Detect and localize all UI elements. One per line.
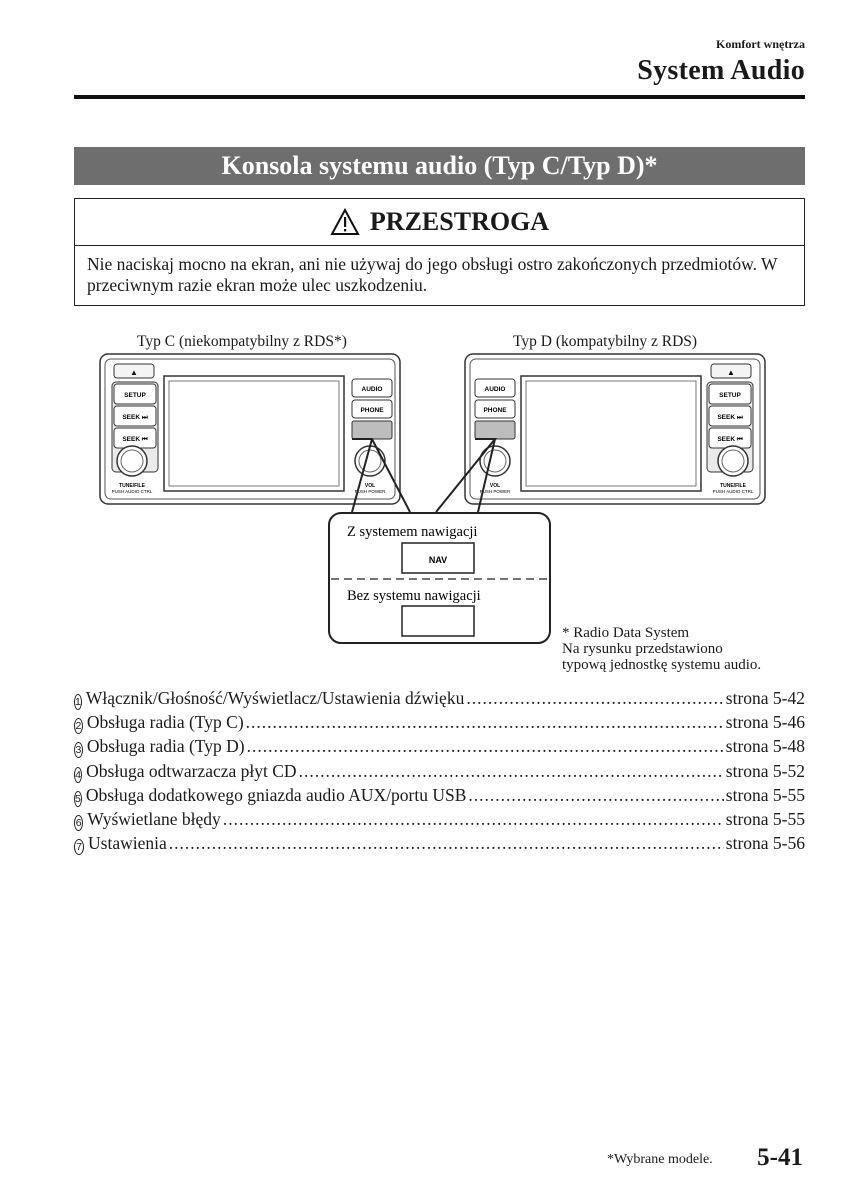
nav-slot[interactable]: [475, 421, 515, 439]
toc-list: [74, 688, 805, 857]
toc-row[interactable]: [74, 761, 805, 785]
power-label: PUSH POWER: [479, 489, 511, 494]
audio-button-label: AUDIO: [484, 386, 506, 393]
seek-back-label: SEEK ⏮: [717, 436, 743, 443]
footnote-line-3: typową jednostkę systemu audio.: [562, 657, 762, 673]
page-number: 5-41: [757, 1144, 803, 1171]
eject-button-label: ▲: [727, 368, 735, 377]
toc-label: Obsługa dodatkowego gniazda audio AUX/portu USB: [85, 784, 467, 805]
toc-page: strona 5-55: [725, 784, 805, 805]
header-rule: [74, 95, 805, 99]
toc-row[interactable]: [74, 688, 805, 712]
toc-row[interactable]: [74, 785, 805, 809]
footer-note: *Wybrane modele.: [607, 1152, 713, 1167]
toc-dots: [468, 785, 723, 806]
toc-row[interactable]: [74, 809, 805, 833]
display-screen[interactable]: [521, 376, 701, 491]
toc-page: strona 5-56: [725, 833, 805, 854]
type-d-label: Typ D (kompatybilny z RDS): [513, 333, 698, 350]
caution-title: PRZESTROGA: [369, 207, 550, 236]
toc-page: strona 5-52: [725, 760, 805, 781]
nav-button-label: NAV: [428, 555, 448, 565]
caution-text: Nie naciskaj mocno na ekran, ani nie używaj do jego obsługi ostro zakończonych przedmiotów. W przeciwnym razie ekran może ulec uszkodzeniu.: [87, 254, 778, 295]
toc-number: 4: [75, 768, 81, 781]
header-section: Komfort wnętrza: [716, 37, 805, 51]
toc-number: 6: [75, 816, 82, 829]
with-nav-label: Z systemem nawigacji: [347, 524, 478, 540]
tune-file-label: TUNE/FILE: [119, 483, 145, 489]
section-banner: Konsola systemu audio (Typ C/Typ D)*: [74, 147, 805, 185]
toc-label: Włącznik/Głośność/Wyświetlacz/Ustawienia dźwięku: [85, 688, 465, 708]
footnote-line-1: * Radio Data System: [562, 625, 690, 641]
setup-button-label: SETUP: [124, 392, 146, 399]
toc-page: strona 5-42: [725, 688, 805, 708]
tune-file-label: TUNE/FILE: [720, 483, 746, 489]
toc-row[interactable]: [74, 712, 805, 736]
seek-forward-label: SEEK ⏭: [122, 414, 148, 421]
toc-dots: [247, 736, 724, 757]
nav-callout-box: [329, 513, 550, 643]
seek-forward-label: SEEK ⏭: [717, 414, 743, 421]
toc-number: 2: [75, 720, 82, 733]
toc-dots: [223, 809, 724, 830]
setup-button-label: SETUP: [719, 392, 741, 399]
phone-button-label: PHONE: [360, 407, 384, 414]
blank-button[interactable]: [402, 606, 474, 636]
caution-box: [74, 198, 805, 306]
toc-label: Obsługa odtwarzacza płyt CD: [86, 760, 297, 781]
type-d-unit: [465, 354, 765, 504]
toc-number: 5: [75, 792, 81, 805]
audio-ctrl-label: PUSH AUDIO CTRL: [712, 489, 754, 494]
toc-dots: [246, 712, 724, 733]
footnote-line-2: Na rysunku przedstawiono: [562, 641, 723, 657]
toc-dots: [299, 761, 724, 782]
audio-button-label: AUDIO: [361, 386, 383, 393]
audio-ctrl-label: PUSH AUDIO CTRL: [111, 489, 153, 494]
display-screen[interactable]: [164, 376, 344, 491]
eject-button-label: ▲: [130, 368, 138, 377]
toc-label: Obsługa radia (Typ C): [86, 712, 244, 733]
vol-label: VOL: [364, 483, 376, 489]
toc-row[interactable]: [74, 736, 805, 760]
toc-number: 1: [75, 696, 81, 708]
toc-label: Ustawienia: [88, 833, 167, 854]
vol-label: VOL: [489, 483, 501, 489]
toc-number: 3: [75, 744, 82, 757]
type-c-unit: [100, 354, 400, 504]
toc-dots: [466, 688, 723, 709]
toc-page: strona 5-46: [725, 712, 805, 733]
toc-row[interactable]: [74, 833, 805, 857]
figure-footnote: [562, 625, 761, 673]
power-label: PUSH POWER: [354, 489, 386, 494]
toc-label: Obsługa radia (Typ D): [86, 736, 245, 757]
toc-page: strona 5-48: [725, 736, 805, 757]
without-nav-label: Bez systemu nawigacji: [347, 588, 481, 604]
caution-header: [75, 199, 804, 246]
toc-label: Wyświetlane błędy: [87, 808, 221, 829]
toc-dots: [169, 833, 724, 854]
phone-button-label: PHONE: [483, 407, 507, 414]
nav-slot[interactable]: [352, 421, 392, 439]
toc-number: 7: [74, 839, 84, 855]
seek-back-label: SEEK ⏮: [122, 436, 148, 443]
toc-page: strona 5-55: [725, 808, 805, 829]
type-c-label: Typ C (niekompatybilny z RDS*): [137, 333, 347, 350]
page-title: System Audio: [637, 55, 805, 86]
warning-icon: [330, 208, 360, 236]
